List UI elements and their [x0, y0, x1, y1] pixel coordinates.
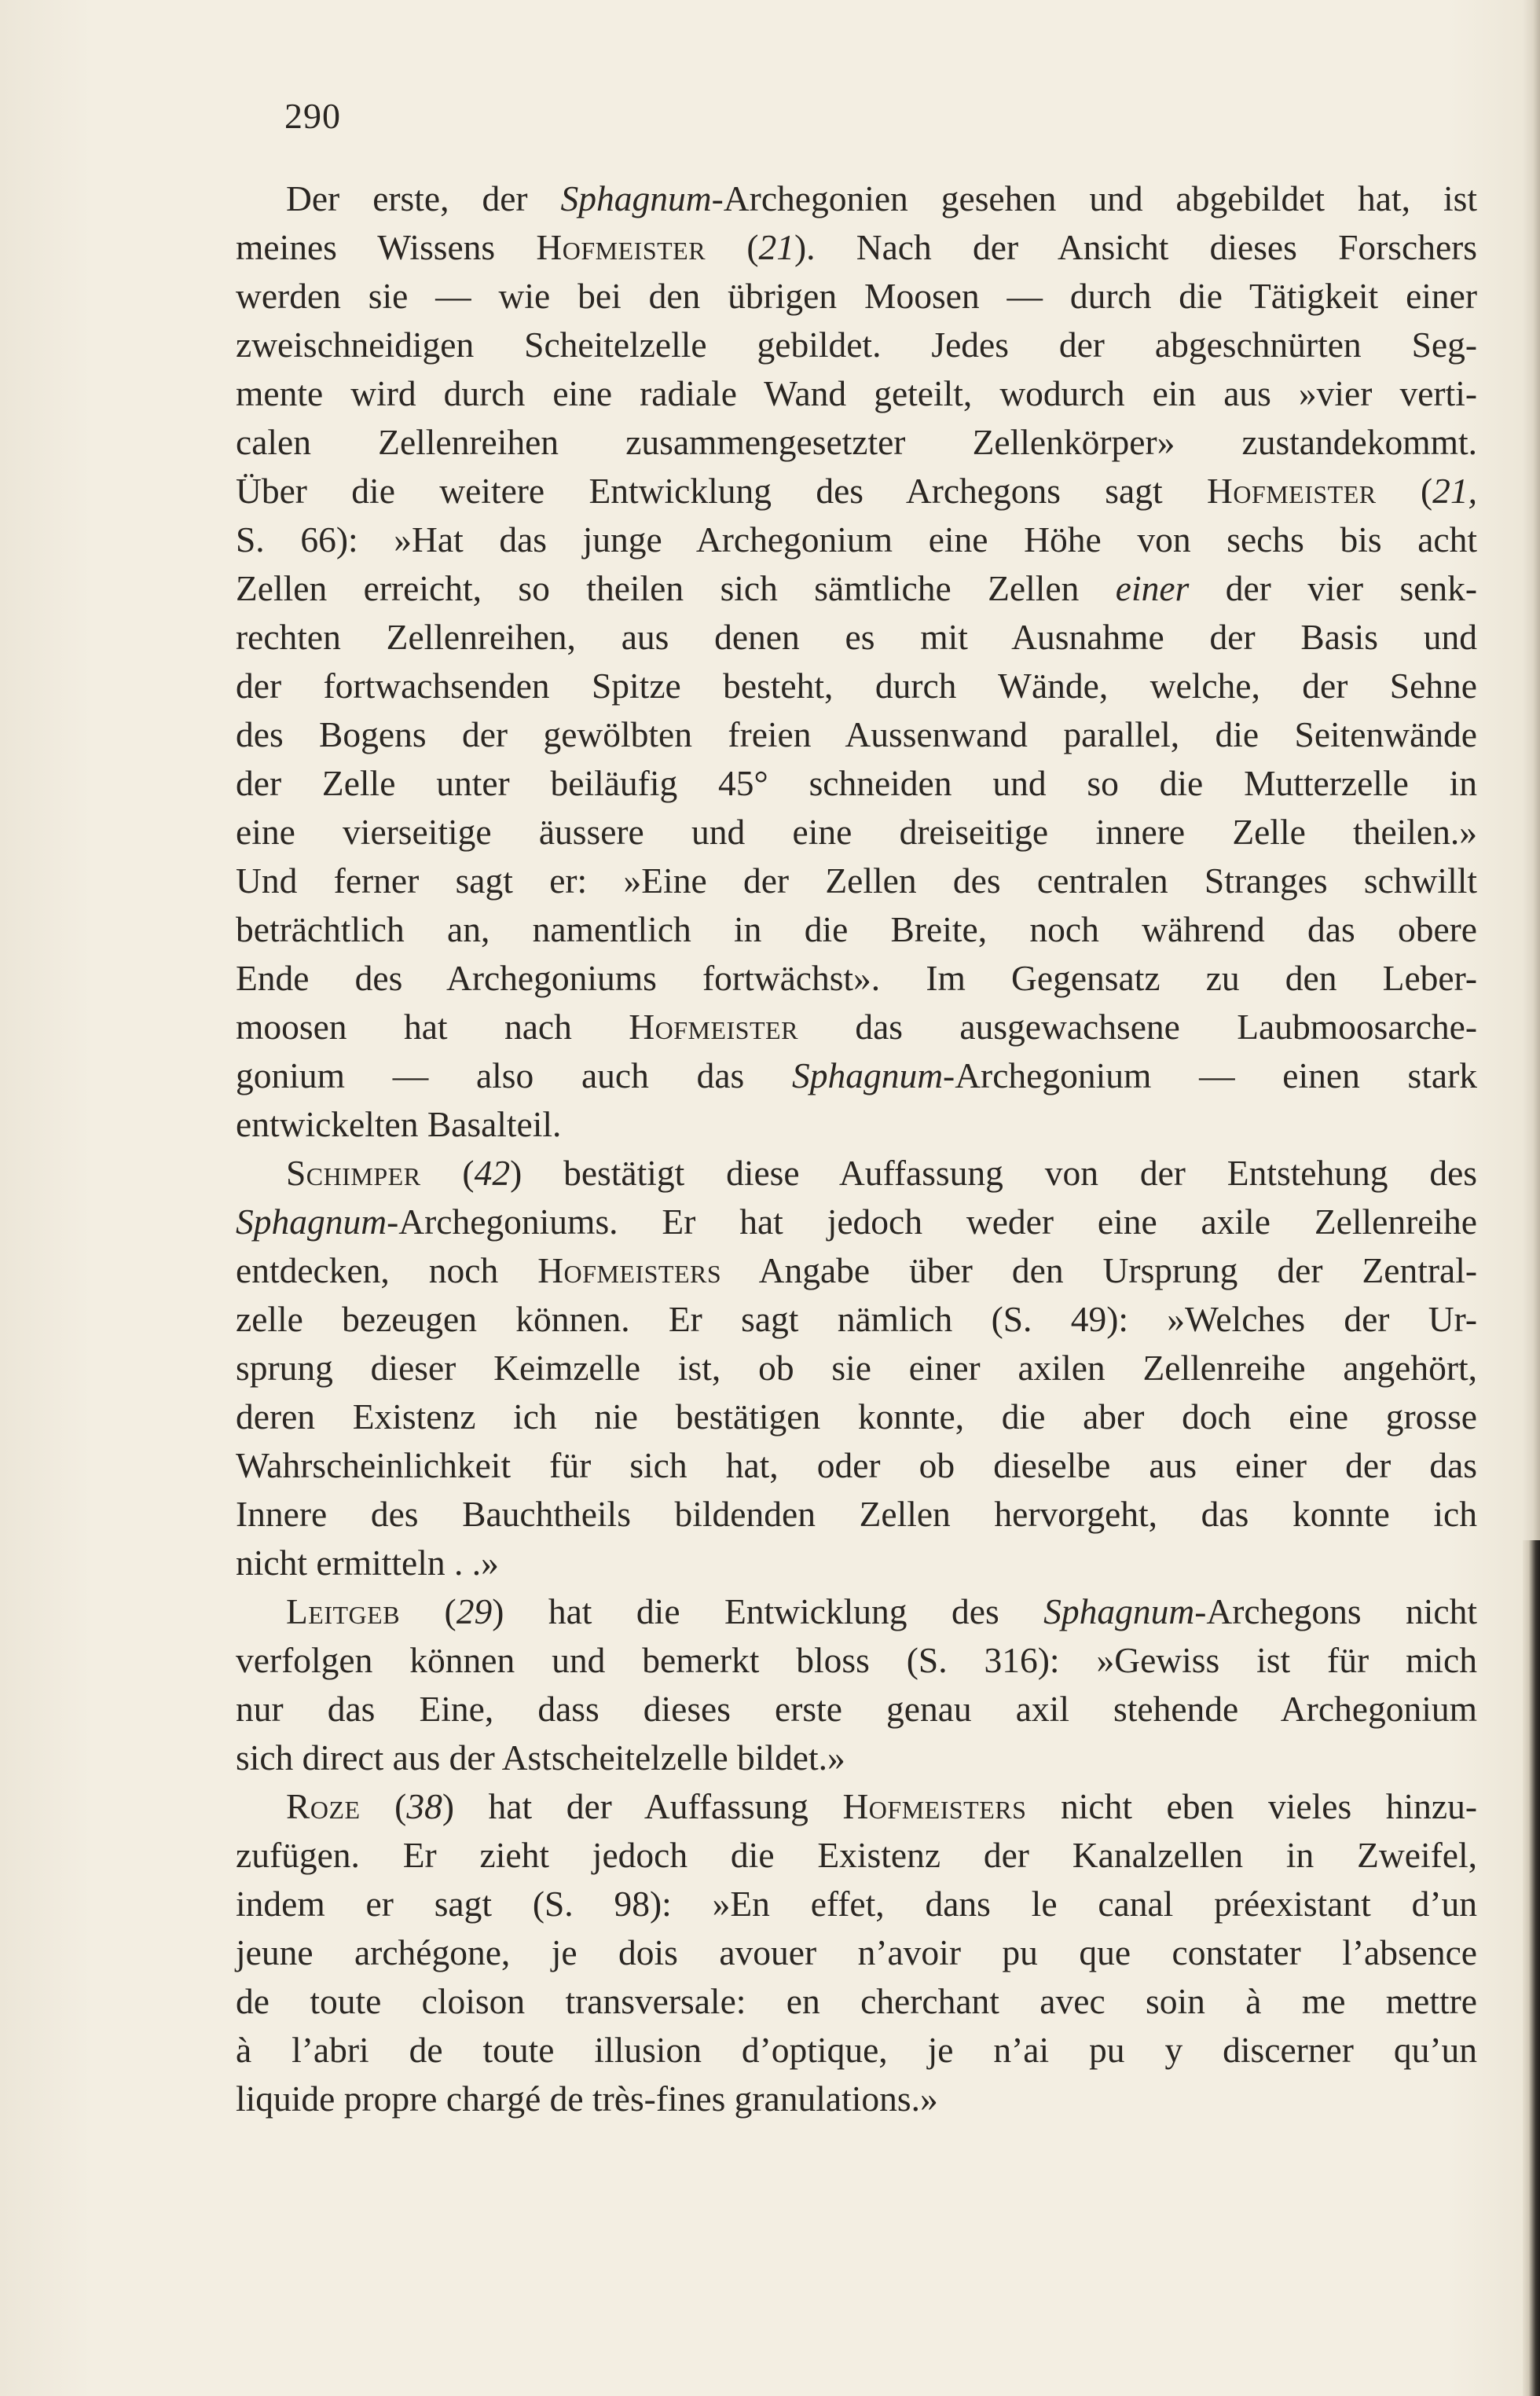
text-run: meines Wissens: [236, 227, 537, 267]
italic-text: Sphagnum: [1043, 1591, 1195, 1631]
text-run: Über die weitere Entwicklung des Archegons sagt: [236, 471, 1207, 511]
text-run: Wahrscheinlichkeit für sich hat, oder ob dieselbe aus einer der das: [236, 1445, 1477, 1485]
text-line: [236, 174, 1477, 223]
text-run: ) bestätigt diese Auffassung von der Entstehung des: [510, 1153, 1478, 1193]
text-run: (: [420, 1153, 475, 1193]
text-line: [236, 1344, 1477, 1392]
italic-text: Sphagnum: [236, 1202, 387, 1242]
text-run: (: [360, 1786, 407, 1826]
text-run: werden sie — wie bei den übrigen Moosen — durch die Tätigkeit einer: [236, 276, 1477, 316]
text-run: sich direct aus der Astscheitelzelle bildet.»: [236, 1737, 845, 1778]
author-name: Hofmeister: [629, 1007, 798, 1047]
author-name: Hofmeister: [536, 227, 706, 267]
text-line: [236, 1587, 1477, 1636]
page-number: 290: [284, 96, 341, 136]
author-name: Leitgeb: [286, 1591, 401, 1631]
text-run: entwickelten Basalteil.: [236, 1104, 562, 1144]
text-run: der Zelle unter beiläufig 45° schneiden und so die Mutterzelle in: [236, 763, 1477, 803]
text-line: [236, 1149, 1477, 1198]
text-run: Ende des Archegoniums fortwächst». Im Gegensatz zu den Leber-: [236, 958, 1477, 998]
author-name: Schimper: [286, 1153, 421, 1193]
paragraph: [236, 1149, 1477, 1587]
text-line: [236, 1441, 1477, 1490]
text-line: [236, 1782, 1477, 1831]
text-run: (: [400, 1591, 456, 1631]
text-line: [236, 2075, 1477, 2123]
text-line: [236, 954, 1477, 1003]
text-line: [236, 272, 1477, 321]
text-line: [236, 808, 1477, 857]
text-line: [236, 1198, 1477, 1246]
italic-text: 21: [758, 227, 794, 267]
text-run: ) hat die Entwicklung des: [492, 1591, 1044, 1631]
text-run: de toute cloison transversale: en cherchant avec soin à me mettre: [236, 1981, 1477, 2021]
text-run: zweischneidigen Scheitelzelle gebildet. Jedes der abgeschnürten Seg-: [236, 325, 1477, 365]
paragraph: [236, 174, 1477, 1149]
text-run: -Archegons nicht: [1194, 1591, 1477, 1631]
text-run: S. 66): »Hat das junge Archegonium eine Höhe von sechs bis acht: [236, 519, 1477, 560]
author-name: Hofmeisters: [537, 1250, 722, 1290]
text-run: Angabe über den Ursprung der Zentral-: [721, 1250, 1477, 1290]
italic-text: 42: [474, 1153, 511, 1193]
text-run: -Archegonien gesehen und abgebildet hat, ist: [711, 178, 1477, 218]
italic-text: 38: [406, 1786, 442, 1826]
paragraph: [236, 1587, 1477, 1782]
text-line: [236, 857, 1477, 905]
text-line: [236, 1539, 1477, 1587]
text-line: [236, 223, 1477, 272]
text-line: [236, 1880, 1477, 1928]
text-line: [236, 418, 1477, 467]
italic-text: einer: [1115, 568, 1190, 608]
text-run: entdecken, noch: [236, 1250, 538, 1290]
text-line: [236, 1636, 1477, 1685]
text-run: à l’abri de toute illusion d’optique, je n’ai pu y discerner qu’un: [236, 2030, 1477, 2070]
text-line: [236, 759, 1477, 808]
text-line: [236, 321, 1477, 369]
text-line: [236, 1051, 1477, 1100]
text-run: zufügen. Er zieht jedoch die Existenz der Kanalzellen in Zweifel,: [236, 1835, 1477, 1875]
text-run: sprung dieser Keimzelle ist, ob sie einer axilen Zellenreihe angehört,: [236, 1348, 1477, 1388]
text-run: jeune archégone, je dois avouer n’avoir pu que constater l’absence: [236, 1932, 1477, 1972]
text-line: [236, 613, 1477, 662]
text-run: ). Nach der Ansicht dieses Forschers: [794, 227, 1478, 267]
author-name: Hofmeisters: [842, 1786, 1027, 1826]
text-run: Zellen erreicht, so theilen sich sämtliche Zellen: [236, 568, 1116, 608]
text-line: [236, 1392, 1477, 1441]
text-line: [236, 2026, 1477, 2075]
text-line: [236, 564, 1477, 613]
text-line: [236, 1100, 1477, 1149]
text-run: Und ferner sagt er: »Eine der Zellen des centralen Stranges schwillt: [236, 860, 1477, 901]
text-line: [236, 1490, 1477, 1539]
text-line: [236, 1685, 1477, 1734]
text-run: -Archegonium — einen stark: [943, 1055, 1477, 1095]
author-name: Hofmeister: [1206, 471, 1377, 511]
text-run: Innere des Bauchtheils bildenden Zellen hervorgeht, das konnte ich: [236, 1494, 1477, 1534]
text-run: liquide propre chargé de très-fines granulations.»: [236, 2079, 938, 2119]
text-run: nicht ermitteln . .»: [236, 1543, 499, 1583]
text-line: [236, 905, 1477, 954]
paragraph: [236, 1782, 1477, 2123]
text-line: [236, 516, 1477, 564]
text-run: Der erste, der: [286, 178, 561, 218]
text-run: beträchtlich an, namentlich in die Breite, noch während das obere: [236, 909, 1477, 949]
text-line: [236, 1734, 1477, 1782]
text-line: [236, 662, 1477, 710]
text-run: ) hat der Auffassung: [442, 1786, 843, 1826]
text-line: [236, 467, 1477, 516]
text-run: nicht eben vieles hinzu-: [1026, 1786, 1477, 1826]
italic-text: 29: [456, 1591, 493, 1631]
text-run: (: [706, 227, 759, 267]
text-run: verfolgen können und bemerkt bloss (S. 316): »Gewiss ist für mich: [236, 1640, 1477, 1680]
text-line: [236, 710, 1477, 759]
text-run: rechten Zellenreihen, aus denen es mit Ausnahme der Basis und: [236, 617, 1477, 657]
text-run: des Bogens der gewölbten freien Aussenwand parallel, die Seitenwände: [236, 714, 1477, 754]
text-run: eine vierseitige äussere und eine dreiseitige innere Zelle theilen.»: [236, 812, 1477, 852]
text-run: der fortwachsenden Spitze besteht, durch Wände, welche, der Sehne: [236, 666, 1477, 706]
text-run: calen Zellenreihen zusammengesetzter Zellenkörper» zustandekommt.: [236, 422, 1477, 462]
text-run: mente wird durch eine radiale Wand geteilt, wodurch ein aus »vier verti-: [236, 373, 1477, 413]
text-line: [236, 1295, 1477, 1344]
text-line: [236, 1831, 1477, 1880]
text-run: gonium — also auch das: [236, 1055, 792, 1095]
text-run: -Archegoniums. Er hat jedoch weder eine axile Zellenreihe: [387, 1202, 1477, 1242]
text-run: indem er sagt (S. 98): »En effet, dans le canal préexistant d’un: [236, 1884, 1477, 1924]
text-line: [236, 1003, 1477, 1051]
text-run: moosen hat nach: [236, 1007, 629, 1047]
text-line: [236, 1928, 1477, 1977]
text-run: der vier senk-: [1189, 568, 1478, 608]
text-run: nur das Eine, dass dieses erste genau axil stehende Archegonium: [236, 1689, 1477, 1729]
italic-text: Sphagnum: [560, 178, 712, 218]
page-edge-upper: [1523, 0, 1540, 1540]
text-line: [236, 1977, 1477, 2026]
italic-text: Sphagnum: [791, 1055, 944, 1095]
text-run: das ausgewachsene Laubmoosarche-: [798, 1007, 1477, 1047]
italic-text: 21,: [1432, 471, 1478, 511]
text-run: (: [1376, 471, 1433, 511]
text-line: [236, 1246, 1477, 1295]
text-line: [236, 369, 1477, 418]
text-run: zelle bezeugen können. Er sagt nämlich (S. 49): »Welches der Ur-: [236, 1299, 1477, 1339]
author-name: Roze: [286, 1786, 361, 1826]
body-text: [236, 174, 1477, 2123]
text-run: deren Existenz ich nie bestätigen konnte, die aber doch eine grosse: [236, 1396, 1477, 1436]
